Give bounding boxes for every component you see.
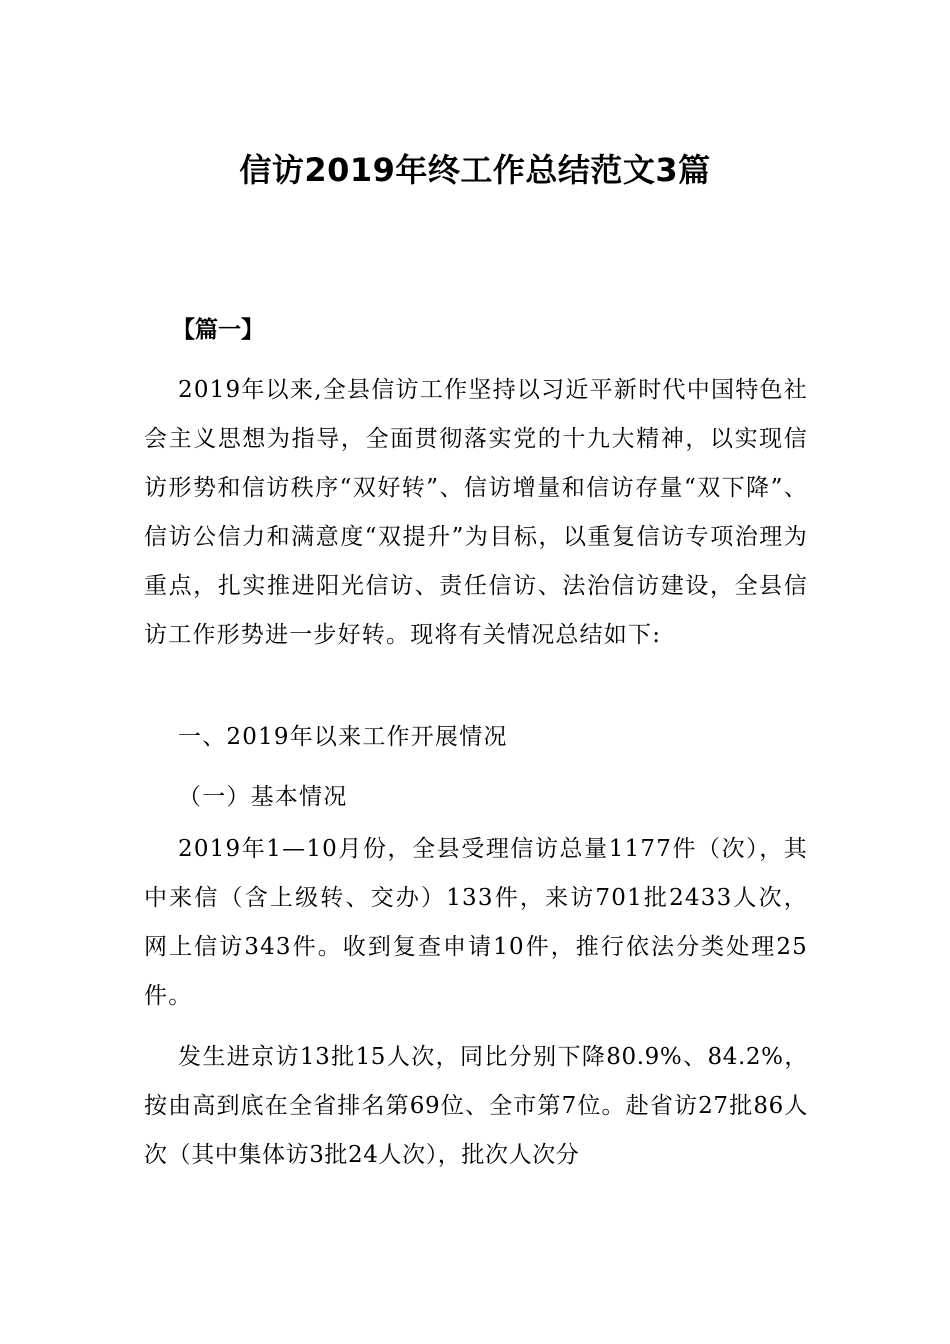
paragraph-intro: 2019年以来,全县信访工作坚持以习近平新时代中国特色社会主义思想为指导，全面贯彻落实党的十九大精神，以实现信访形势和信访秩序“双好转”、信访增量和信访存量“双下降”、信访公信力和满意度“双提升”为目标，以重复信访专项治理为重点，扎实推进阳光信访、责任信访、法治信访建设，全县信访工作形势进一步好转。现将有关情况总结如下: <box>144 377 808 648</box>
document-title: 信访2019年终工作总结范文3篇 <box>239 151 711 189</box>
heading-basic-situation: （一）基本情况 <box>178 784 348 810</box>
heading-work-overview: 一、2019年以来工作开展情况 <box>178 724 508 750</box>
section-label: 【篇一】 <box>172 316 264 343</box>
paragraph-statistics: 2019年1—10月份，全县受理信访总量1177件（次），其中来信（含上级转、交办）133件，来访701批2433人次，网上信访343件。收到复查申请10件，推行依法分类处理25件。 <box>144 836 808 1009</box>
paragraph-beijing-visits: 发生进京访13批15人次，同比分别下降80.9%、84.2%，按由高到底在全省排名第69位、全市第7位。赴省访27批86人次（其中集体访3批24人次），批次人次分 <box>144 1044 808 1168</box>
